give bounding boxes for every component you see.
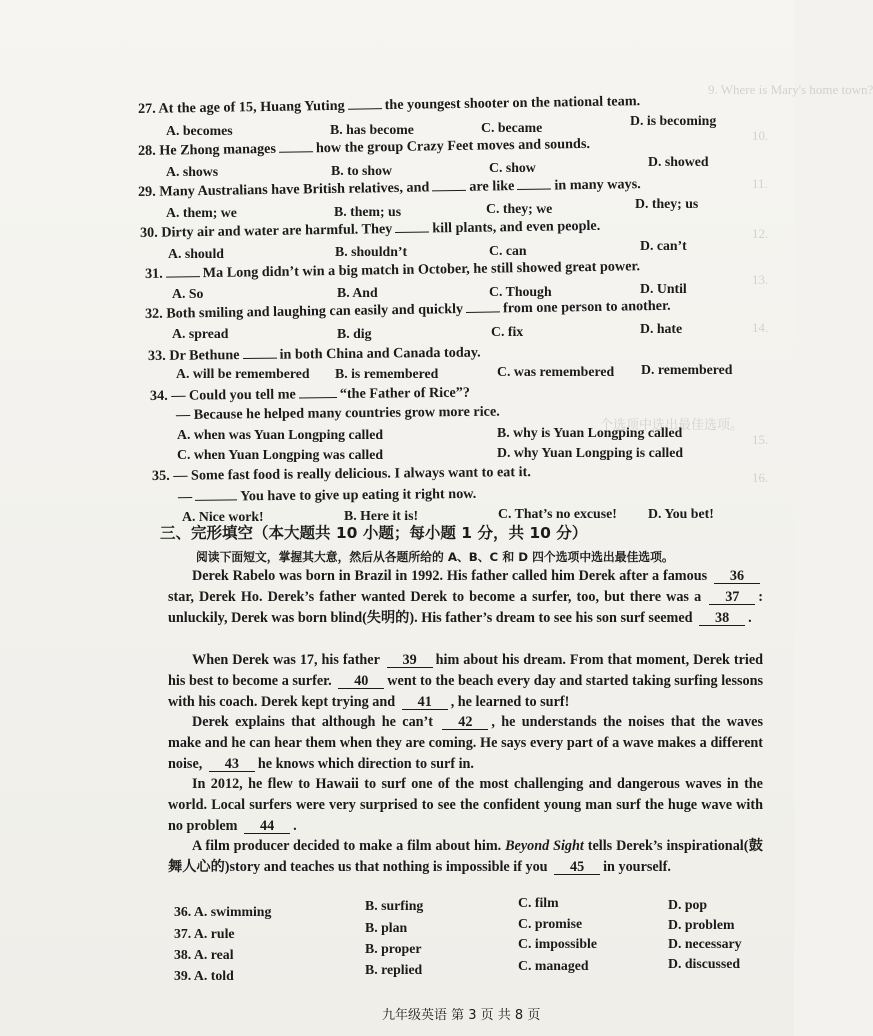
option: D. is becoming: [630, 113, 717, 128]
option: C. managed: [518, 958, 589, 973]
option: D. they; us: [635, 196, 699, 211]
option: D. discussed: [668, 956, 741, 971]
option: C. Though: [489, 284, 552, 299]
option: C. film: [518, 895, 559, 910]
bleed-text: 12.: [752, 226, 769, 241]
option: A. spread: [172, 326, 229, 341]
option: A. them; we: [166, 205, 237, 220]
bleed-text: 13.: [752, 272, 769, 287]
option: A. So: [172, 286, 204, 301]
option: B. proper: [365, 941, 422, 956]
bleed-text: 11.: [752, 176, 768, 191]
passage-paragraph-2: When Derek was 17, his father 39 him about his dream. From that moment, Derek tried his best to become a surfer. 40 went to the beach every day and started taking surfing lessons with his coach. Derek kept trying and 41 , he learned to surf!: [168, 652, 764, 710]
passage-paragraph-3: Derek explains that although he can’t 42 , he understands the noises that the waves make and he can hear them when they are coming. He says every part of a wave makes a different noise, 43 he knows which direction to surf in.: [168, 714, 763, 772]
option: D. You bet!: [648, 506, 714, 521]
option: C. promise: [518, 916, 583, 931]
option: D. showed: [648, 154, 709, 169]
question-28: 28. He Zhong manages how the group Crazy Feet moves and sounds.: [137, 135, 591, 159]
option: B. replied: [365, 962, 423, 977]
option: D. can’t: [640, 238, 687, 253]
option: 38. A. real: [174, 947, 234, 962]
bleed-text: 14.: [752, 320, 769, 335]
option: C. became: [481, 120, 543, 135]
option: 37. A. rule: [174, 926, 235, 941]
option: A. will be remembered: [176, 366, 310, 381]
option: B. shouldn’t: [335, 244, 408, 259]
option: B. And: [337, 285, 378, 300]
option: A. becomes: [166, 123, 233, 138]
question-31: 31. Ma Long didn’t win a big match in October, he still showed great power.: [144, 258, 641, 282]
question-32: 32. Both smiling and laughing can easily and quickly from one person to another.: [144, 297, 671, 322]
option: B. has become: [330, 122, 414, 137]
option: C. show: [489, 160, 536, 175]
option: A. shows: [166, 164, 219, 179]
option: 39. A. told: [174, 968, 234, 983]
option: D. remembered: [641, 362, 733, 377]
page-footer: 九年级英语 第 3 页 共 8 页: [382, 1008, 541, 1023]
option: C. was remembered: [497, 364, 615, 379]
bleed-text: 16.: [752, 470, 769, 485]
section-title: 三、完形填空（本大题共 10 小题；每小题 1 分，共 10 分）: [160, 524, 588, 542]
question-30: 30. Dirty air and water are harmful. They kill plants, and even people.: [139, 217, 601, 241]
option: A. when was Yuan Longping called: [177, 427, 383, 442]
question-34: 34. — Could you tell me “the Father of Rice”?: [149, 384, 471, 404]
option: C. fix: [491, 324, 524, 339]
question-34-reply: — Because he helped many countries grow more rice.: [175, 403, 500, 423]
option: D. Until: [640, 281, 687, 296]
passage-paragraph-5: A film producer decided to make a film about him. Beyond Sight tells Derek’s inspirational(鼓舞人心的)story and teaches us that nothing is impossible if you 45 in yourself.: [168, 838, 763, 875]
option: B. Here it is!: [344, 508, 419, 523]
option: C. can: [489, 243, 527, 258]
option: C. they; we: [486, 201, 553, 216]
option: B. surfing: [365, 898, 424, 913]
question-33: 33. Dr Bethune in both China and Canada today.: [147, 344, 481, 364]
option: 36. A. swimming: [174, 904, 272, 919]
passage-paragraph-4: In 2012, he flew to Hawaii to surf one of the most challenging and dangerous waves in the world. Local surfers were very surprised to see the confident young man surf the huge wave with no problem 44 .: [168, 776, 763, 834]
question-35: 35. — Some fast food is really delicious. I always want to eat it.: [151, 464, 531, 484]
option: D. hate: [640, 321, 683, 336]
bleed-text: 9. Where is Mary's home town?: [708, 82, 873, 97]
question-35-reply: — You have to give up eating it right now.: [177, 485, 477, 505]
option: B. is remembered: [335, 366, 439, 381]
option: A. Nice work!: [182, 509, 264, 524]
bleed-text: 10.: [752, 128, 769, 143]
option: C. when Yuan Longping was called: [177, 447, 383, 462]
option: B. them; us: [334, 204, 402, 219]
option: B. plan: [365, 920, 408, 935]
option: B. to show: [331, 163, 392, 178]
option: B. dig: [337, 326, 372, 341]
option: D. necessary: [668, 936, 742, 951]
section-instructions: 阅读下面短文，掌握其大意，然后从各题所给的 A、B、C 和 D 四个选项中选出最佳选项。: [196, 550, 674, 564]
option: D. why Yuan Longping is called: [497, 445, 684, 460]
option: B. why is Yuan Longping called: [497, 425, 683, 440]
option: D. pop: [668, 897, 708, 912]
question-27: 27. At the age of 15, Huang Yuting the youngest shooter on the national team.: [137, 93, 641, 117]
bleed-text: 个选项中选出最佳选项。: [600, 417, 744, 432]
passage-paragraph-1: Derek Rabelo was born in Brazil in 1992. His father called him Derek after a famous 36star, Derek Ho. Derek’s father wanted Derek to become a surfer, too, but there was a 37 : unluckily, Derek was born blind(失明的). His father’s dream to see his son surf seemed 38 .: [168, 568, 764, 626]
option: C. That’s no excuse!: [498, 506, 617, 521]
option: D. problem: [668, 917, 735, 932]
option: C. impossible: [518, 936, 597, 951]
question-29: 29. Many Australians have British relatives, and are like in many ways.: [137, 176, 641, 200]
option: A. should: [168, 246, 224, 261]
bleed-text: 15.: [752, 432, 769, 447]
